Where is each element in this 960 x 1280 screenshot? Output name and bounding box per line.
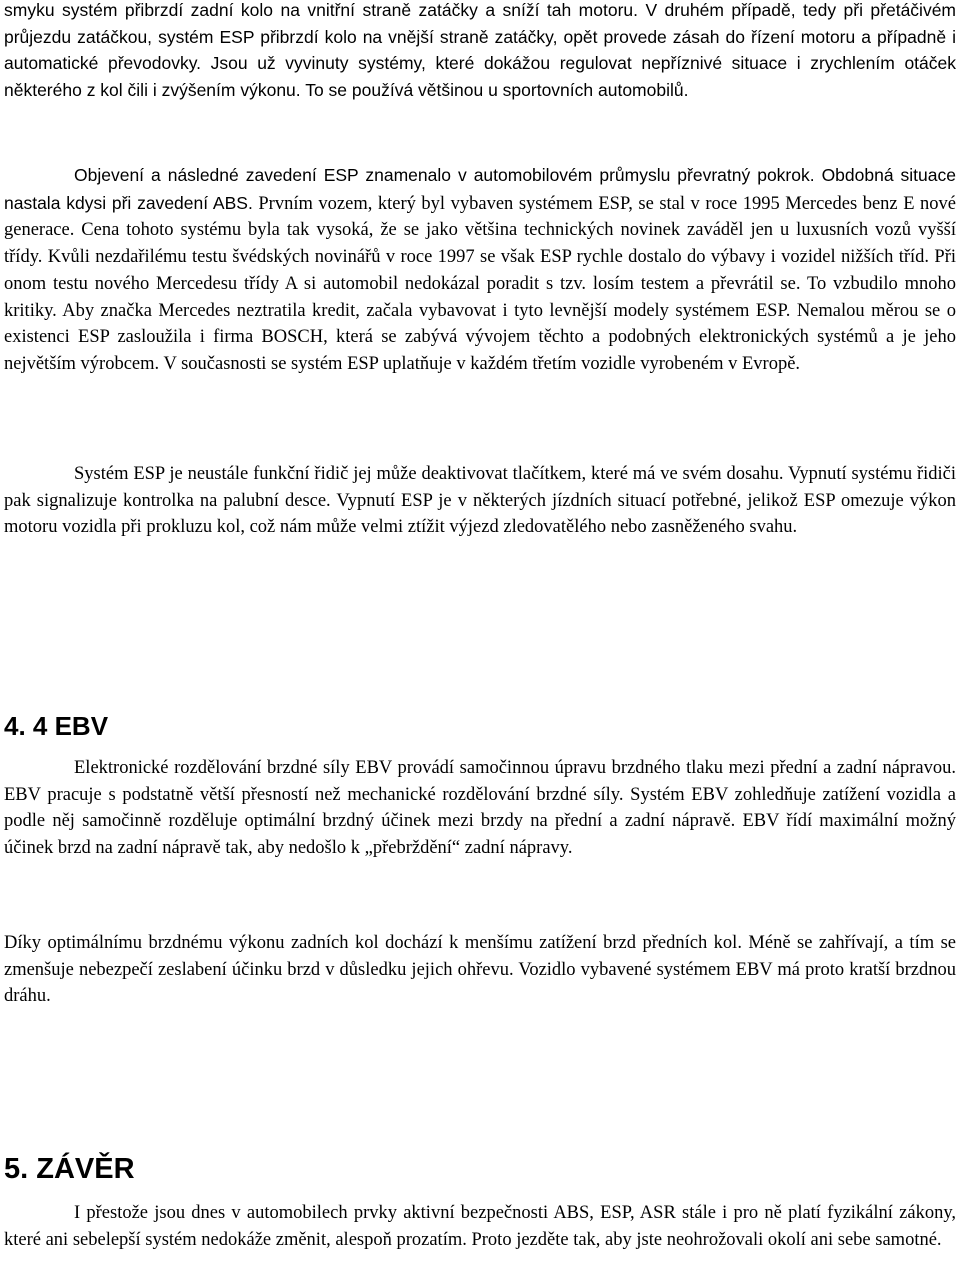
paragraph-esp-history-part-3: Cena tohoto systému byla tak vysoká, že se jako většina technických novinek zaváděl jen u luxusních vozů vyšší třídy. Kvůli nezdařilému testu švédských novinářů v roce 1997 se však ESP rychle dostalo do výbavy i vozidel nižších tříd. Při onom testu nového Mercedesu třídy A si automobil nedokázal poradit s tzv. losím testem a převrátil se. To vzbudilo mnoho kritiky. Aby značka Mercedes neztratila kredit, začala vybavovat i tyto levnější modely systémem ESP. Nemalou měrou se o existenci ESP zasloužila i firma BOSCH, která se zabývá vývojem těchto a podobných elektronických systémů a je jeho největším výrobcem. V současnosti se systém ESP uplatňuje v každém třetím vozidle vyrobeném v Evropě. — [4, 220, 956, 374]
paragraph-esp-deactivation: Systém ESP je neustále funkční řidič jej může deaktivovat tlačítkem, které má ve svém dosahu. Vypnutí systému řidiči pak signalizuje kontrolka na palubní desce. Vypnutí ESP je v některých jízdních situací potřebné, jelikož ESP omezuje výkon motoru vozidla při prokluzu kol, což nám může velmi ztížit výjezd zledovatělého nebo zasněženého svahu. — [4, 464, 956, 538]
paragraph-conclusion: I přestože jsou dnes v automobilech prvky aktivní bezpečnosti ABS, ESP, ASR stále i pro ně platí fyzikální zákony, které ani sebelepší systém nedokáže změnit, alespoň prozatím. Proto jezděte tak, aby jste neohrožovali okolí ani sebe samotné. — [4, 1203, 956, 1250]
section-heading-conclusion: 5. ZÁVĚR — [4, 1153, 135, 1185]
paragraph-ebv-description: Elektronické rozdělování brzdné síly EBV provádí samočinnou úpravu brzdného tlaku mezi přední a zadní nápravou. EBV pracuje s podstatně větší přesností než mechanické rozdělování brzdné síly. Systém EBV zohledňuje zatížení vozidla a podle něj samočinně rozděluje optimální brzdný účinek mezi brzdy na přední a zadní nápravě. EBV řídí maximální možný účinek brzd na zadní nápravě tak, aby nedošlo k „přebrždění“ zadní nápravy. — [4, 758, 956, 859]
paragraph-esp-history — [4, 162, 956, 378]
paragraph-esp-history-part-2: Prvním vozem, který byl vybaven systémem ESP, se stal v roce 1995 Mercedes benz E nové generace. — [4, 193, 956, 241]
paragraph-esp-history-part-1: Objevení a následné zavedení ESP znamenalo v automobilovém průmyslu převratný pokrok. Obdobná situace nastala kdysi při zavedení ABS. — [4, 165, 956, 213]
paragraph-esp-function: smyku systém přibrzdí zadní kolo na vnitřní straně zatáčky a sníží tah motoru. V druhém případě, tedy při přetáčivém průjezdu zatáčkou, systém ESP přibrzdí kolo na vnější straně zatáčky, opět provede zásah do řízení motoru a případně i automatické převodovky. Jsou už vyvinuty systémy, které dokážou regulovat nepříznivé situace i zrychlením otáček některého z kol čili i zvýšením výkonu. To se používá většinou u sportovních automobilů. — [4, 0, 956, 101]
paragraph-ebv-benefit: Díky optimálnímu brzdnému výkonu zadních kol dochází k menšímu zatížení brzd předních kol. Méně se zahřívají, a tím se zmenšuje nebezpečí zeslabení účinku brzd v důsledku jejich ohřevu. Vozidlo vybavené systémem EBV má proto kratší brzdnou dráhu. — [4, 933, 956, 1007]
section-heading-ebv: 4. 4 EBV — [4, 711, 109, 741]
